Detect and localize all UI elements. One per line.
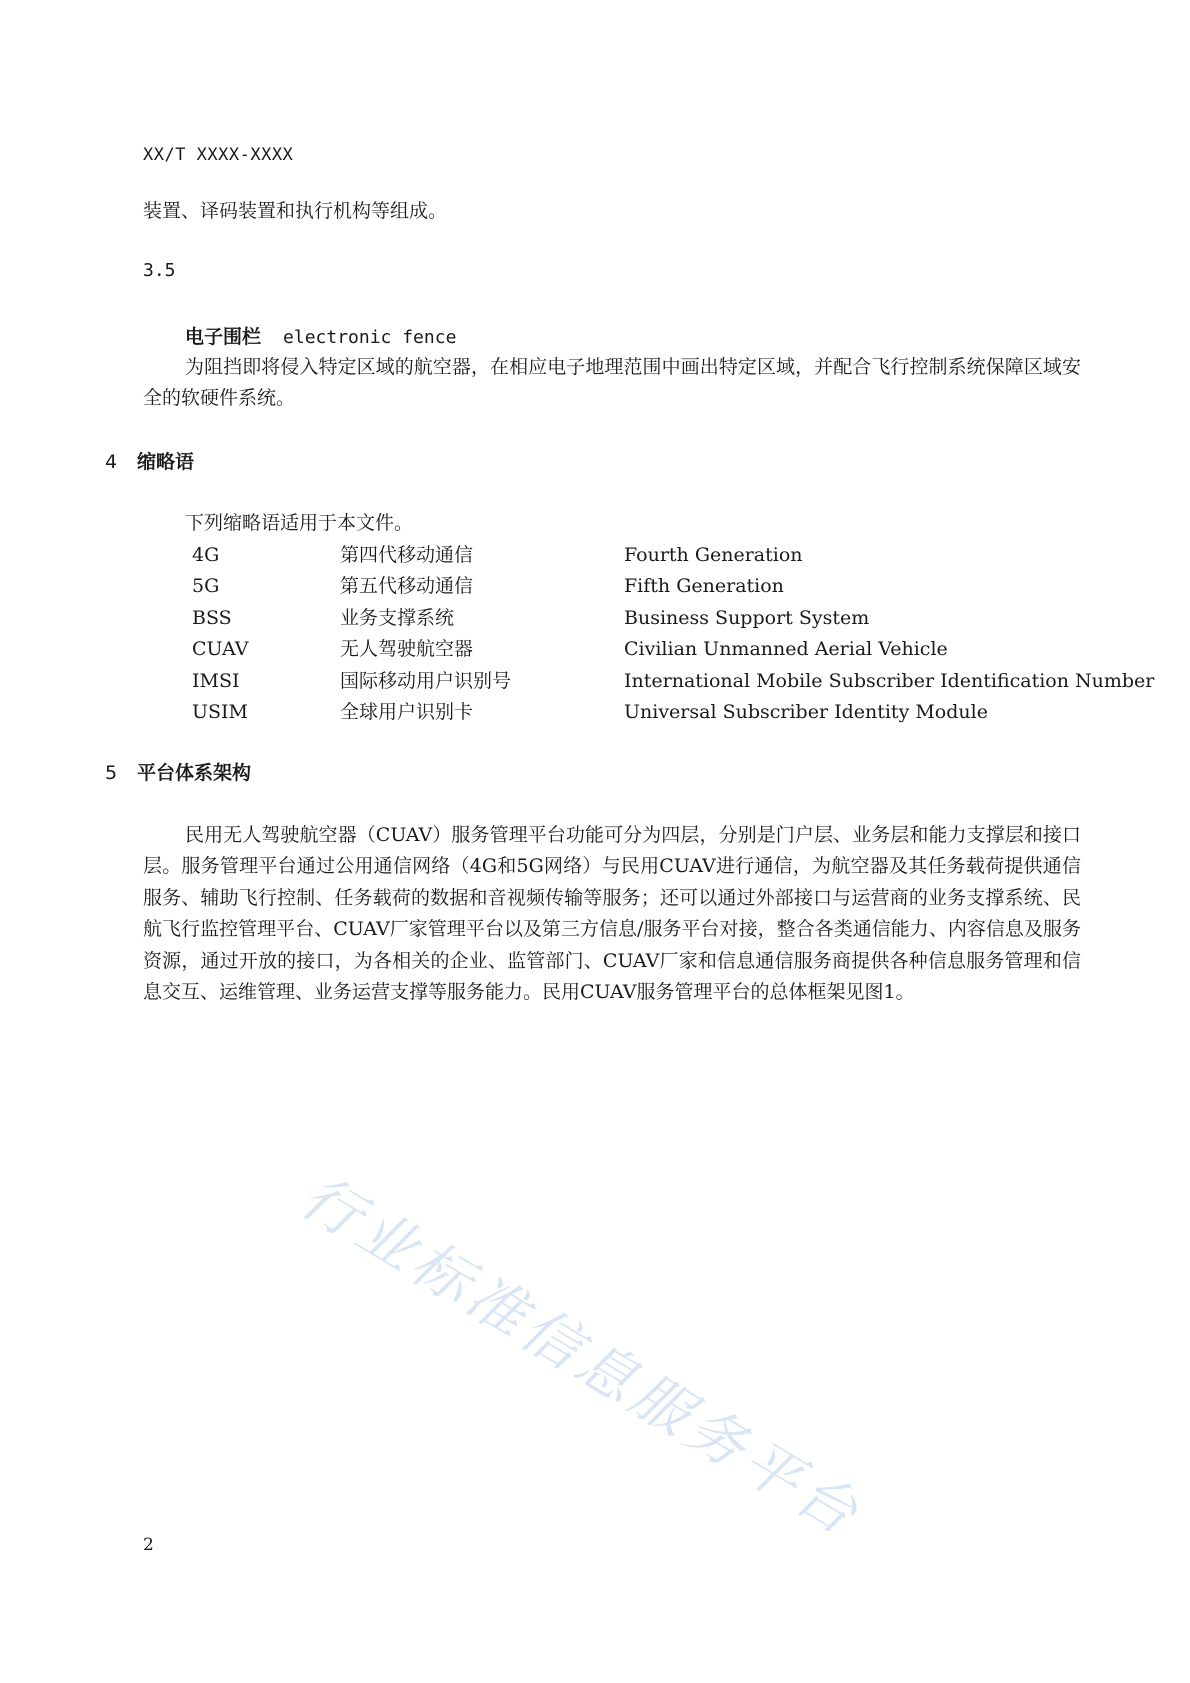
section-number: 5 (105, 762, 118, 784)
abbreviation-code: IMSI (192, 669, 240, 692)
section-number: 4 (105, 451, 118, 473)
abbreviation-english: Fifth Generation (624, 575, 784, 598)
abbreviation-code: CUAV (192, 638, 249, 661)
abbreviation-chinese: 第五代移动通信 (340, 575, 474, 598)
abbreviation-chinese: 业务支撑系统 (340, 606, 455, 629)
abbreviation-chinese: 全球用户识别卡 (340, 700, 474, 723)
abbreviation-row (192, 540, 1154, 571)
continuation-text: 装置、译码装置和执行机构等组成。 (143, 200, 448, 222)
abbreviation-row (192, 603, 1154, 634)
abbreviation-row (192, 634, 1154, 665)
abbreviation-code: 5G (192, 575, 220, 598)
abbreviation-chinese: 无人驾驶航空器 (340, 638, 474, 661)
abbreviation-row (192, 697, 1154, 728)
standard-code-header: XX/T XXXX-XXXX (143, 145, 294, 165)
abbreviation-english: Civilian Unmanned Aerial Vehicle (624, 638, 948, 661)
abbreviations-intro: 下列缩略语适用于本文件。 (185, 512, 414, 534)
abbreviation-english: Universal Subscriber Identity Module (624, 700, 988, 723)
abbreviation-english: International Mobile Subscriber Identification Number (624, 669, 1155, 692)
abbreviation-english: Business Support System (624, 606, 870, 629)
clause-number: 3.5 (143, 260, 176, 281)
abbreviation-row (192, 571, 1154, 602)
page-number: 2 (143, 1535, 154, 1555)
abbreviation-english: Fourth Generation (624, 544, 803, 566)
abbreviation-chinese: 第四代移动通信 (340, 544, 474, 566)
abbreviation-code: BSS (192, 606, 232, 629)
abbreviation-code: 4G (192, 544, 220, 566)
watermark: 行业标准信息服务平台 (289, 1162, 874, 1551)
abbreviation-row (192, 666, 1154, 697)
abbreviations-list (192, 540, 1154, 728)
section-title: 缩略语 (137, 451, 195, 473)
term-definition: 为阻挡即将侵入特定区域的航空器，在相应电子地理范围中画出特定区域，并配合飞行控制系统保障区域安全的软硬件系统。 (143, 356, 1081, 409)
term-entry (185, 322, 456, 349)
term-english: electronic fence (283, 327, 457, 348)
architecture-paragraph: 民用无人驾驶航空器（CUAV）服务管理平台功能可分为四层，分别是门户层、业务层和能力支撑层和接口层。服务管理平台通过公用通信网络（4G和5G网络）与民用CUAV进行通信，为航空器及其任务载荷提供通信服务、辅助飞行控制、任务载荷的数据和音视频传输等服务；还可以通过外部接口与运营商的业务支撑系统、民航飞行监控管理平台、CUAV厂家管理平台以及第三方信息/服务平台对接，整合各类通信能力、内容信息及服务资源，通过开放的接口，为各相关的企业、监管部门、CUAV厂家和信息通信服务商提供各种信息服务管理和信息交互、运维管理、业务运营支撑等服务能力。民用CUAV服务管理平台的总体框架见图1。 (143, 824, 1081, 1004)
section-heading-abbreviations (105, 447, 194, 474)
section-title: 平台体系架构 (137, 762, 252, 784)
term-chinese: 电子围栏 (185, 326, 262, 348)
section-heading-architecture (105, 758, 251, 785)
abbreviation-code: USIM (192, 700, 248, 723)
abbreviation-chinese: 国际移动用户识别号 (340, 669, 512, 692)
